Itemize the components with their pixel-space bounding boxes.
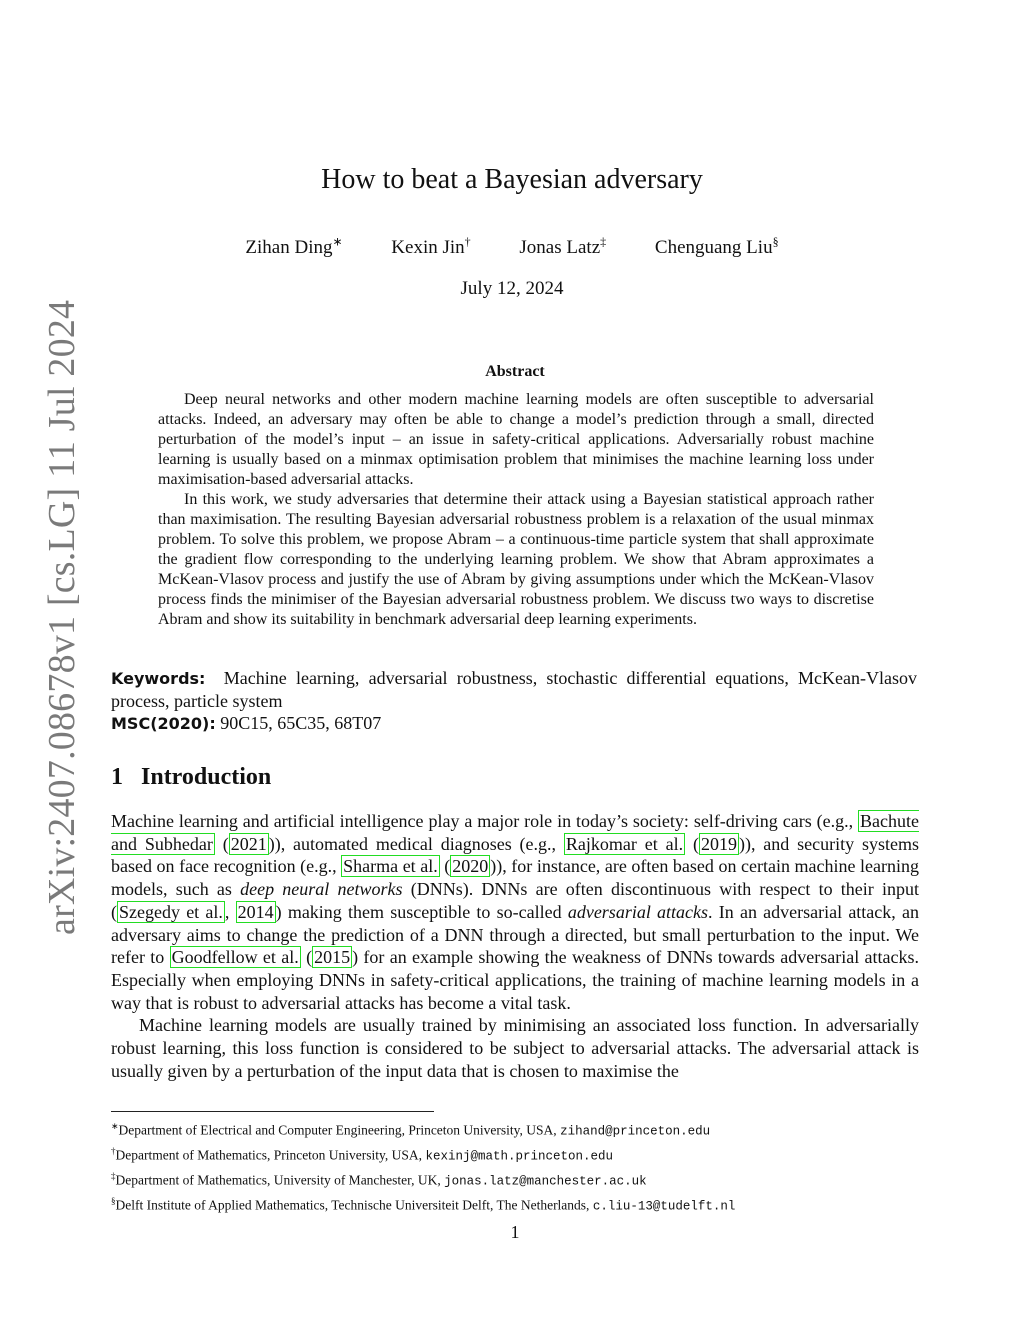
author-1: Zihan Ding∗ <box>245 235 343 259</box>
footnote: ∗Department of Electrical and Computer Engineering, Princeton University, USA, zihand@princeton.edu <box>111 1121 711 1139</box>
citation-year-link[interactable]: 2021 <box>230 833 267 854</box>
citation-link[interactable]: Szegedy et al. <box>119 901 223 922</box>
footnote: †Department of Mathematics, Princeton University, USA, kexinj@math.princeton.edu <box>111 1146 613 1164</box>
abstract-heading: Abstract <box>485 363 545 380</box>
keywords-line <box>111 667 917 712</box>
publication-date: July 12, 2024 <box>460 278 564 299</box>
msc-line <box>111 712 917 735</box>
emphasis-text: adversarial attacks <box>567 901 709 922</box>
section-number: 1 <box>111 764 123 790</box>
keywords-text: Machine learning, adversarial robustness, stochastic differential equations, McKean-Vlasov process, particle system <box>111 668 917 711</box>
keywords-label: Keywords: <box>111 669 206 688</box>
msc-text: 90C15, 65C35, 68T07 <box>220 713 382 733</box>
citation-year-link[interactable]: 2014 <box>237 901 274 922</box>
author-2: Kexin Jin† <box>391 235 471 259</box>
intro-paragraph-2: Machine learning models are usually trained by minimising an associated loss function. In adversarially robust learning, this loss function is considered to be subject to adversarial attacks. The adversarial attack is usually given by a perturbation of the input data that is chosen to maximise the <box>111 1015 919 1081</box>
citation-link[interactable]: Sharma et al. <box>343 856 438 877</box>
section-title: Introduction <box>141 764 272 790</box>
msc-label: MSC(2020): <box>111 714 216 733</box>
author-3: Jonas Latz‡ <box>519 235 607 259</box>
page-number: 1 <box>510 1222 520 1242</box>
citation-link[interactable]: Rajkomar et al. <box>565 833 684 854</box>
email-link[interactable]: zihand@princeton.edu <box>560 1124 711 1139</box>
abstract-paragraph: Deep neural networks and other modern machine learning models are often susceptible to adversarial attacks. Indeed, an adversary may often be able to change a model’s prediction through a small, directed perturbation of the model’s input – an issue in safety-critical applications. Adversarially robust machine learning is usually based on a minmax optimisation problem that minimises the machine learning loss under maximisation-based adversarial attacks. <box>158 391 874 488</box>
author-4: Chenguang Liu§ <box>654 235 779 259</box>
email-link[interactable]: c.liu-13@tudelft.nl <box>592 1199 736 1214</box>
keywords-block <box>111 667 917 735</box>
intro-paragraph-1: Machine learning and artificial intelligence play a major role in today’s society: self-driving cars (e.g., Bachute and Subhedar ( 2021 )), automated medical diagnoses (e.g., Rajkomar et al. ( 2019 )), and security systems based on face recognition (e.g., Sharma et al. ( 2020 )), for instance, are often based on certain machine learning models, such as deep neural networks (DNNs). DNNs are often discontinuous with respect to their input ( Szegedy et al. , 2014 ) making them susceptible to so-called adversarial attacks. In an adversarial attack, an adversary aims to change the prediction of a DNN through a directed, but small perturbation to the input. We refer to Goodfellow et al. ( 2015 ) for an example showing the weakness of DNNs towards adversarial attacks. Especially when employing DNNs in safety-critical applications, the training of machine learning models in a way that is robust to adversarial attacks has become a vital task. <box>111 811 920 1013</box>
abstract-body <box>158 390 874 630</box>
paper-title: How to beat a Bayesian adversary <box>321 164 703 195</box>
citation-link[interactable]: Goodfellow et al. <box>171 947 299 968</box>
email-link[interactable]: jonas.latz@manchester.ac.uk <box>444 1174 647 1189</box>
introduction-body <box>111 810 919 1082</box>
footnotes <box>111 1117 931 1217</box>
arxiv-identifier-stamp: arXiv:2407.08678v1 [cs.LG] 11 Jul 2024 <box>41 299 83 935</box>
footnote: §Delft Institute of Applied Mathematics, Technische Universiteit Delft, The Netherlands, c.liu-13@tudelft.nl <box>111 1196 736 1214</box>
section-heading-introduction <box>111 764 271 791</box>
emphasis-text: deep neural networks <box>240 879 403 900</box>
author-list <box>0 235 1024 259</box>
footnote-divider <box>111 1111 434 1112</box>
citation-year-link[interactable]: 2020 <box>452 856 489 877</box>
abstract-paragraph: In this work, we study adversaries that determine their attack using a Bayesian statistical approach rather than maximisation. The resulting Bayesian adversarial robustness problem is a relaxation of the usual minmax problem. To solve this problem, we propose Abram – a continuous-time particle system that shall approximate the gradient flow corresponding to the underlying learning problem. We show that Abram approximates a McKean-Vlasov process and justify the use of Abram by giving assumptions under which the McKean-Vlasov process finds the minimiser of the Bayesian adversarial robustness problem. We discuss two ways to discretise Abram and show its suitability in benchmark adversarial deep learning experiments. <box>158 491 874 628</box>
citation-link[interactable]: Bachute and Subhedar <box>111 811 919 854</box>
email-link[interactable]: kexinj@math.princeton.edu <box>425 1149 613 1164</box>
citation-year-link[interactable]: 2015 <box>314 947 351 968</box>
citation-year-link[interactable]: 2019 <box>700 833 737 854</box>
footnote: ‡Department of Mathematics, University of Manchester, UK, jonas.latz@manchester.ac.uk <box>111 1171 647 1189</box>
